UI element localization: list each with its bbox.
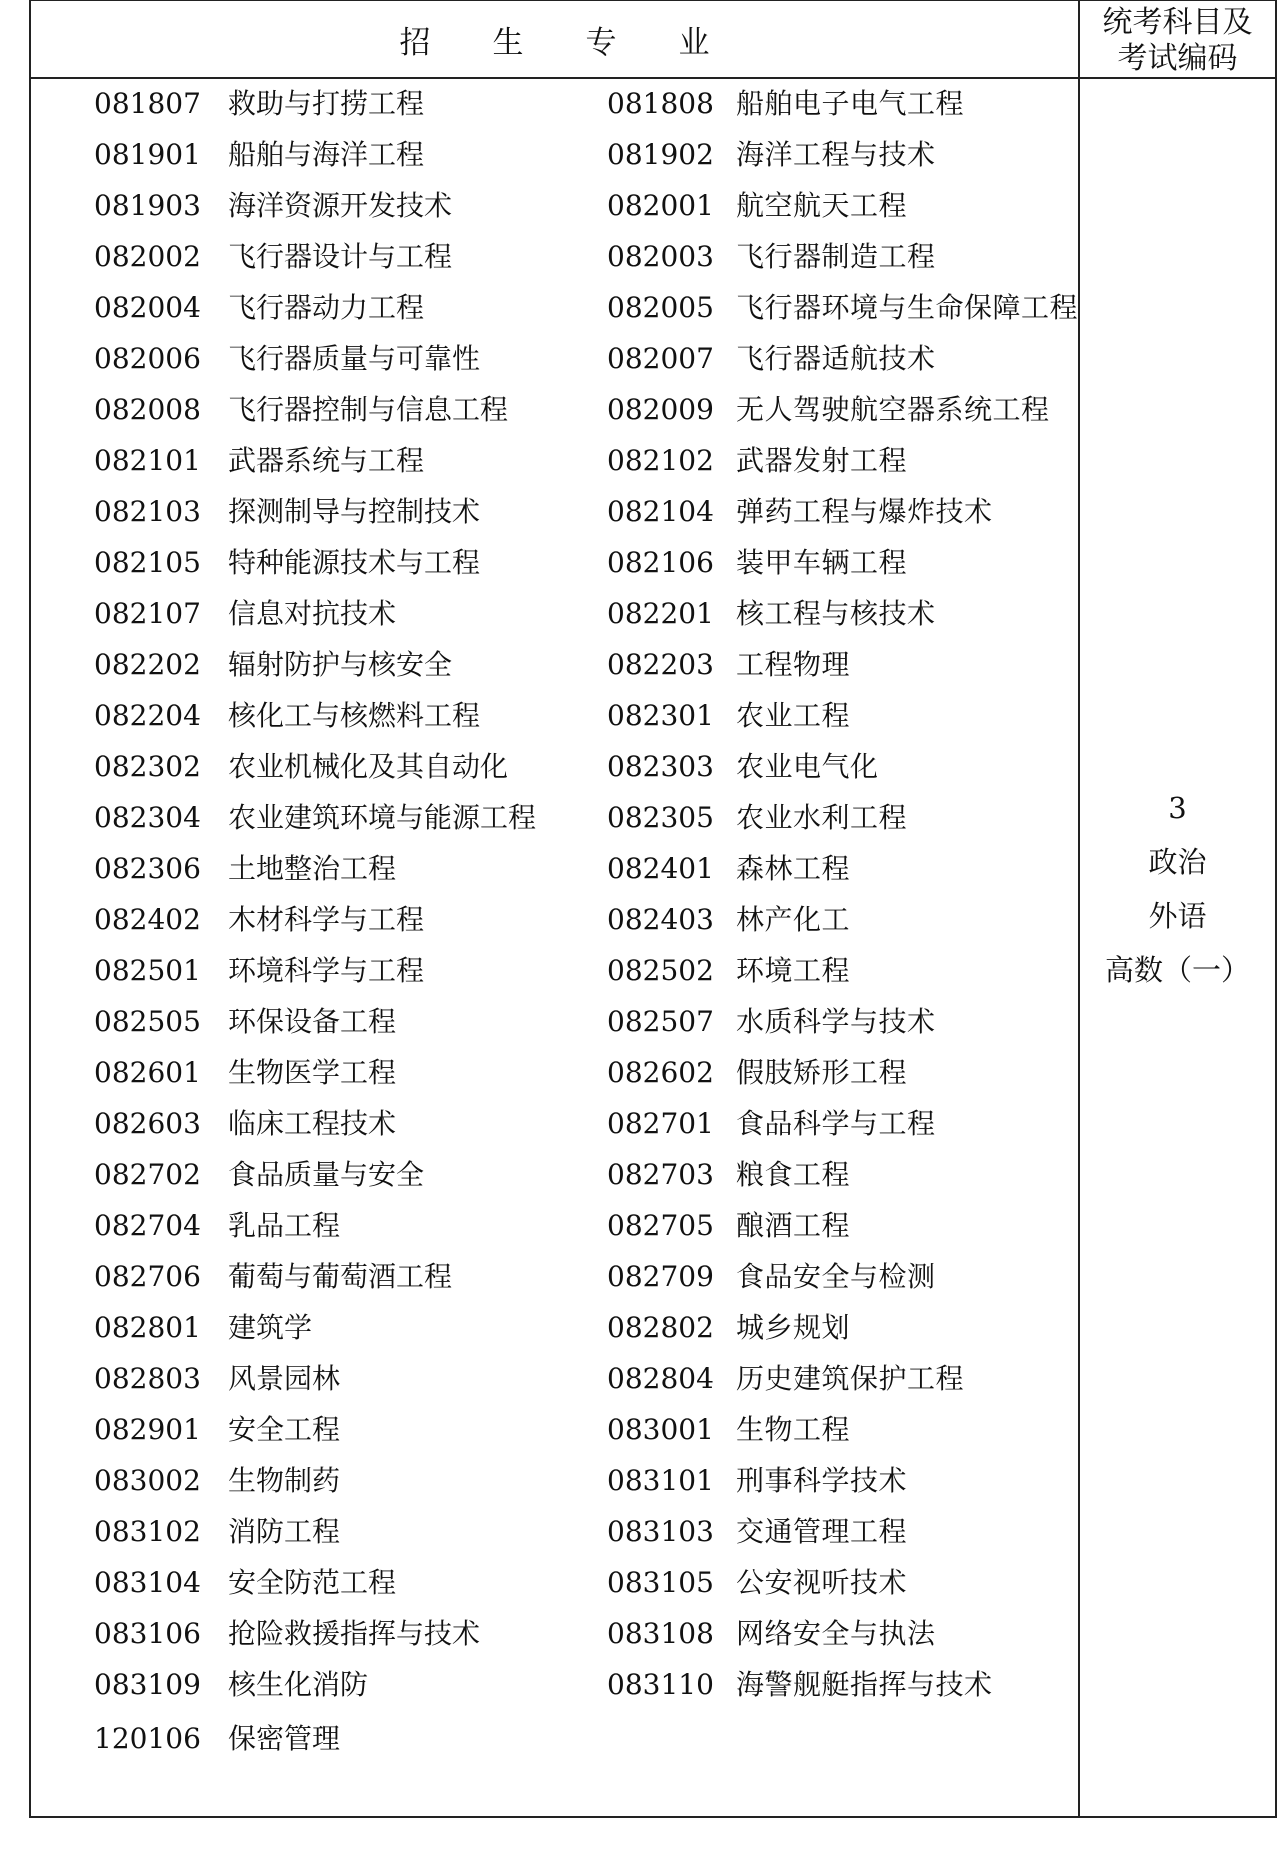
major-name: 农业水利工程 [736, 801, 908, 834]
major-name: 抢险救援指挥与技术 [228, 1617, 481, 1650]
major-code: 082804 [607, 1362, 714, 1395]
major-name: 飞行器设计与工程 [228, 240, 453, 273]
major-code: 082901 [94, 1413, 201, 1446]
major-code: 083110 [607, 1668, 714, 1701]
table-row [64, 1557, 1078, 1608]
major-name: 林产化工 [736, 903, 851, 936]
major-name: 酿酒工程 [736, 1209, 851, 1242]
major-code: 082401 [607, 852, 714, 885]
major-name: 粮食工程 [736, 1158, 851, 1191]
major-name: 食品安全与检测 [736, 1260, 936, 1293]
table-row [64, 384, 1078, 435]
table-row [64, 1098, 1078, 1149]
table-row [64, 1713, 1078, 1764]
major-code: 082803 [94, 1362, 201, 1395]
major-name: 农业建筑环境与能源工程 [228, 801, 537, 834]
major-name: 信息对抗技术 [228, 597, 397, 630]
table-row [64, 486, 1078, 537]
major-code: 082703 [607, 1158, 714, 1191]
major-code: 081903 [94, 189, 201, 222]
major-name: 水质科学与技术 [736, 1005, 936, 1038]
table-row [64, 588, 1078, 639]
major-code: 082304 [94, 801, 201, 834]
table-row [64, 1047, 1078, 1098]
major-code: 082003 [607, 240, 714, 273]
major-name: 农业工程 [736, 699, 851, 732]
major-name: 环境科学与工程 [228, 954, 425, 987]
exam-subject: 外语 [1148, 899, 1207, 933]
major-name: 弹药工程与爆炸技术 [736, 495, 993, 528]
major-name: 海警舰艇指挥与技术 [736, 1668, 993, 1701]
major-name: 临床工程技术 [228, 1107, 397, 1140]
major-name: 飞行器控制与信息工程 [228, 393, 509, 426]
major-code: 082301 [607, 699, 714, 732]
major-code: 083106 [94, 1617, 201, 1650]
table-row [64, 1659, 1078, 1710]
table-row [64, 282, 1078, 333]
table-row [64, 639, 1078, 690]
major-name: 乳品工程 [228, 1209, 341, 1242]
table-row [64, 537, 1078, 588]
table-row [64, 180, 1078, 231]
major-name: 海洋资源开发技术 [228, 189, 453, 222]
table-row [64, 129, 1078, 180]
major-name: 农业机械化及其自动化 [228, 750, 509, 783]
major-name: 环保设备工程 [228, 1005, 397, 1038]
major-code: 081807 [94, 87, 201, 120]
major-code: 082103 [94, 495, 201, 528]
major-name: 城乡规划 [736, 1311, 851, 1344]
major-name: 航空航天工程 [736, 189, 908, 222]
major-list [64, 78, 1078, 1764]
major-name: 救助与打捞工程 [228, 87, 425, 120]
major-code: 082701 [607, 1107, 714, 1140]
major-name: 安全防范工程 [228, 1566, 397, 1599]
major-code: 082009 [607, 393, 714, 426]
major-code: 082008 [94, 393, 201, 426]
table-row [64, 1404, 1078, 1455]
major-code: 082004 [94, 291, 201, 324]
major-code: 082203 [607, 648, 714, 681]
header-exam-line1: 统考科目及 [1102, 5, 1253, 40]
major-name: 刑事科学技术 [736, 1464, 908, 1497]
major-name: 公安视听技术 [736, 1566, 908, 1599]
major-name: 土地整治工程 [228, 852, 397, 885]
major-name: 飞行器适航技术 [736, 342, 936, 375]
table-row [64, 78, 1078, 129]
major-name: 风景园林 [228, 1362, 341, 1395]
major-code: 081902 [607, 138, 714, 171]
table-row [64, 690, 1078, 741]
major-code: 082603 [94, 1107, 201, 1140]
major-name: 装甲车辆工程 [736, 546, 908, 579]
major-name: 无人驾驶航空器系统工程 [736, 393, 1050, 426]
major-code: 082001 [607, 189, 714, 222]
major-name: 交通管理工程 [736, 1515, 908, 1548]
major-code: 082104 [607, 495, 714, 528]
table-row [64, 1506, 1078, 1557]
exam-subject: 政治 [1148, 845, 1207, 879]
major-name: 消防工程 [228, 1515, 341, 1548]
table-row [64, 1302, 1078, 1353]
table-row [64, 1251, 1078, 1302]
major-code: 083002 [94, 1464, 201, 1497]
exam-subjects [1080, 781, 1275, 997]
major-code: 082601 [94, 1056, 201, 1089]
major-name: 环境工程 [736, 954, 851, 987]
major-name: 假肢矫形工程 [736, 1056, 908, 1089]
major-name: 生物医学工程 [228, 1056, 397, 1089]
major-name: 核工程与核技术 [736, 597, 936, 630]
major-code: 082403 [607, 903, 714, 936]
major-code: 083102 [94, 1515, 201, 1548]
major-code: 082201 [607, 597, 714, 630]
header-exam-line2: 考试编码 [1117, 41, 1238, 76]
major-code: 082005 [607, 291, 714, 324]
table-row [64, 894, 1078, 945]
header-exam [1080, 5, 1275, 77]
table-row [64, 1200, 1078, 1251]
major-name: 核生化消防 [228, 1668, 369, 1701]
major-code: 082204 [94, 699, 201, 732]
major-code: 083001 [607, 1413, 714, 1446]
major-code: 082702 [94, 1158, 201, 1191]
major-name: 飞行器动力工程 [228, 291, 425, 324]
major-code: 082802 [607, 1311, 714, 1344]
major-name: 核化工与核燃料工程 [228, 699, 481, 732]
major-code: 082704 [94, 1209, 201, 1242]
table-row [64, 996, 1078, 1047]
table-row [64, 1353, 1078, 1404]
major-code: 083109 [94, 1668, 201, 1701]
major-code: 082709 [607, 1260, 714, 1293]
major-name: 武器发射工程 [736, 444, 908, 477]
major-name: 飞行器环境与生命保障工程 [736, 291, 1079, 324]
table-row [64, 792, 1078, 843]
major-code: 082505 [94, 1005, 201, 1038]
table-row [64, 741, 1078, 792]
major-code: 082306 [94, 852, 201, 885]
major-name: 飞行器质量与可靠性 [228, 342, 481, 375]
major-name: 木材科学与工程 [228, 903, 425, 936]
major-code: 082101 [94, 444, 201, 477]
major-name: 农业电气化 [736, 750, 879, 783]
major-code: 082402 [94, 903, 201, 936]
major-name: 武器系统与工程 [228, 444, 425, 477]
major-code: 082507 [607, 1005, 714, 1038]
major-code: 083101 [607, 1464, 714, 1497]
major-code: 082102 [607, 444, 714, 477]
table-row [64, 435, 1078, 486]
major-code: 083103 [607, 1515, 714, 1548]
major-name: 辐射防护与核安全 [228, 648, 453, 681]
major-name: 葡萄与葡萄酒工程 [228, 1260, 453, 1293]
major-code: 081808 [607, 87, 714, 120]
major-code: 083104 [94, 1566, 201, 1599]
major-name: 森林工程 [736, 852, 851, 885]
major-code: 082007 [607, 342, 714, 375]
table-row [64, 231, 1078, 282]
major-code: 083105 [607, 1566, 714, 1599]
major-name: 食品质量与安全 [228, 1158, 425, 1191]
major-name: 网络安全与执法 [736, 1617, 936, 1650]
major-code: 082002 [94, 240, 201, 273]
major-name: 安全工程 [228, 1413, 341, 1446]
major-code: 082801 [94, 1311, 201, 1344]
major-code: 083108 [607, 1617, 714, 1650]
table-row [64, 1455, 1078, 1506]
major-code: 081901 [94, 138, 201, 171]
major-name: 历史建筑保护工程 [736, 1362, 965, 1395]
table-row [64, 1149, 1078, 1200]
major-code: 082006 [94, 342, 201, 375]
major-code: 082501 [94, 954, 201, 987]
major-code: 082602 [607, 1056, 714, 1089]
major-name: 生物制药 [228, 1464, 341, 1497]
major-name: 特种能源技术与工程 [228, 546, 481, 579]
major-name: 船舶电子电气工程 [736, 87, 965, 120]
table-row [64, 333, 1078, 384]
major-name: 食品科学与工程 [736, 1107, 936, 1140]
exam-subject: 高数（一） [1104, 953, 1250, 987]
majors-exam-table [29, 0, 1277, 1818]
table-row [64, 843, 1078, 894]
major-code: 082202 [94, 648, 201, 681]
major-name: 建筑学 [228, 1311, 313, 1344]
major-code: 082106 [607, 546, 714, 579]
major-name: 海洋工程与技术 [736, 138, 936, 171]
table-row [64, 1608, 1078, 1659]
major-code: 082705 [607, 1209, 714, 1242]
major-name: 生物工程 [736, 1413, 851, 1446]
table-row [64, 945, 1078, 996]
major-code: 082305 [607, 801, 714, 834]
major-name: 船舶与海洋工程 [228, 138, 425, 171]
major-code: 082302 [94, 750, 201, 783]
major-name: 保密管理 [228, 1722, 341, 1755]
major-code: 082502 [607, 954, 714, 987]
major-name: 工程物理 [736, 648, 851, 681]
major-code: 120106 [94, 1722, 201, 1755]
major-name: 飞行器制造工程 [736, 240, 936, 273]
header-major: 招生专业 [399, 24, 772, 61]
exam-code: 3 [1168, 791, 1187, 825]
major-code: 082706 [94, 1260, 201, 1293]
major-code: 082107 [94, 597, 201, 630]
major-code: 082303 [607, 750, 714, 783]
major-code: 082105 [94, 546, 201, 579]
major-name: 探测制导与控制技术 [228, 495, 481, 528]
